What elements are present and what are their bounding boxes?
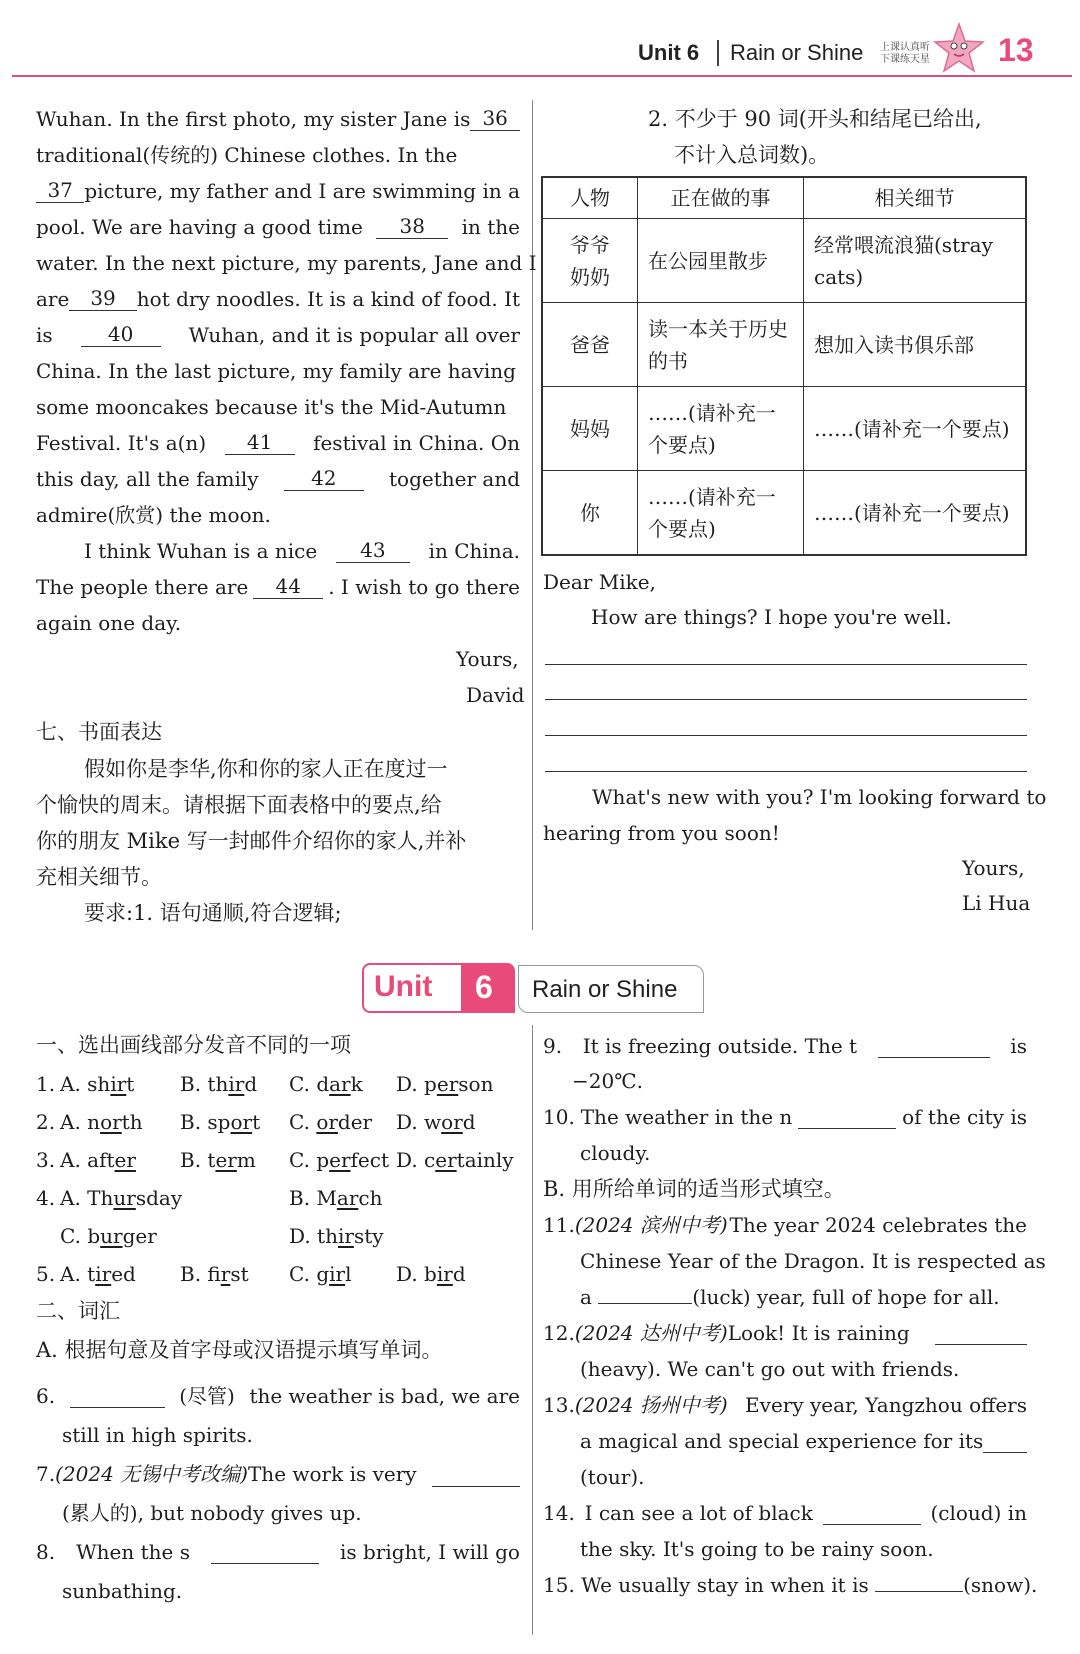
table-row-4-detail: ……(请补充一个要点) [814, 500, 1010, 525]
unit-title: Rain or Shine [532, 976, 678, 1003]
section2-part-a: A. 根据句意及首字母或汉语提示填写单词。 [36, 1338, 443, 1362]
passage-line-4: pool. We are having a good time 38 in the [36, 214, 520, 239]
q11-line-2: Chinese Year of the Dragon. It is respected as [580, 1249, 1046, 1273]
q4-option-a: A. Thursday [60, 1186, 183, 1210]
q11-line-1: 11.(2024 滨州中考) The year 2024 celebrates the [543, 1213, 1027, 1237]
writing-req-2a: 2. 不少于 90 词(开头和结尾已给出, [648, 107, 982, 131]
passage-line-2: traditional(传统的) Chinese clothes. In the [36, 143, 458, 167]
table-row-3-person: 妈妈 [570, 416, 610, 441]
writing-prompt-3: 你的朋友 Mike 写一封邮件介绍你的家人,并补 [36, 829, 467, 853]
writing-line-1 [545, 664, 1027, 665]
star-mascot-icon [932, 22, 986, 78]
q12-line-2: (heavy). We can't go out with friends. [580, 1357, 960, 1381]
q15-line-1: 15. We usually stay in when it is (snow). [543, 1573, 1038, 1597]
passage-line-15: again one day. [36, 611, 182, 635]
q1-option-a: A. shirt [60, 1072, 135, 1096]
q6-line-1: 6. (尽管) the weather is bad, we are [36, 1384, 520, 1408]
letter-closing-1: What's new with you? I'm looking forward to [592, 785, 1047, 809]
q4-option-c: C. burger [60, 1224, 157, 1248]
blank-40: 40 [81, 323, 161, 347]
q7-line-2: (累人的), but nobody gives up. [62, 1501, 362, 1525]
blank-41: 41 [225, 431, 295, 455]
section2-part-b: B. 用所给单词的适当形式填空。 [543, 1177, 845, 1201]
q5-option-d: D. bird [396, 1262, 466, 1286]
q4-number: 4. [36, 1186, 56, 1210]
q15-blank[interactable] [875, 1591, 963, 1592]
q2-option-c: C. order [289, 1110, 373, 1134]
info-table [541, 176, 1027, 556]
q6-blank[interactable] [70, 1384, 165, 1408]
blank-36: 36 [470, 107, 520, 131]
q13-line-1: 13.(2024 扬州中考) Every year, Yangzhou offers [543, 1393, 1027, 1417]
writing-heading: 七、书面表达 [36, 721, 162, 744]
passage-line-12: admire(欣赏) the moon. [36, 503, 271, 527]
passage-line-6: are 39 hot dry noodles. It is a kind of food. It [36, 286, 520, 311]
q3-option-c: C. perfect [289, 1148, 390, 1172]
q8-blank[interactable] [211, 1540, 319, 1564]
blank-44: 44 [253, 575, 323, 599]
q2-option-b: B. sport [180, 1110, 261, 1134]
passage-line-1: Wuhan. In the first photo, my sister Jane is 36 [36, 107, 520, 131]
q13-blank[interactable] [983, 1429, 1027, 1453]
passage-line-11: this day, all the family 42 together and [36, 466, 520, 491]
q10-line-1: 10. The weather in the n of the city is [543, 1105, 1027, 1129]
q5-number: 5. [36, 1262, 56, 1286]
q7-line-1: 7.(2024 无锡中考改编)The work is very [36, 1462, 417, 1486]
blank-42: 42 [284, 467, 364, 491]
q4-option-b: B. March [289, 1186, 383, 1210]
header-divider [717, 40, 719, 66]
q5-option-b: B. first [180, 1262, 249, 1286]
passage-line-14: The people there are 44 . I wish to go there [36, 574, 520, 599]
q14-line-2: the sky. It's going to be rainy soon. [580, 1537, 934, 1561]
passage-line-5: water. In the next picture, my parents, Jane and I [36, 251, 537, 275]
q11-blank[interactable] [598, 1303, 692, 1304]
unit-number: 6 [475, 969, 493, 1005]
q10-line-2: cloudy. [580, 1141, 651, 1165]
column-divider-bottom [532, 1025, 533, 1635]
header-slogan-top: 上课认真听 [880, 42, 930, 53]
q1-number: 1. [36, 1072, 56, 1096]
table-row-1-person: 爷爷 奶奶 [570, 232, 610, 289]
table-row-2-doing: 读一本关于历史 的书 [648, 316, 788, 373]
q11-line-3: a (luck) year, full of hope for all. [580, 1285, 1000, 1309]
q1-option-c: C. dark [289, 1072, 363, 1096]
q2-option-a: A. north [60, 1110, 143, 1134]
header-rule [12, 75, 1072, 77]
q12-line-1: 12.(2024 达州中考)Look! It is raining [543, 1321, 1027, 1345]
table-row-2-person: 爸爸 [570, 332, 610, 357]
q3-option-a: A. after [60, 1148, 136, 1172]
passage-line-7: is 40 Wuhan, and it is popular all over [36, 322, 520, 347]
table-row-3-doing: ……(请补充一 个要点) [648, 400, 776, 457]
passage-line-9: some mooncakes because it's the Mid-Autumn [36, 395, 507, 419]
q9-blank[interactable] [878, 1034, 990, 1058]
passage-signature: David [466, 683, 525, 707]
blank-43: 43 [336, 539, 410, 563]
letter-yours: Yours, [962, 856, 1025, 880]
q14-blank[interactable] [823, 1501, 921, 1525]
table-header-doing: 正在做的事 [670, 186, 771, 210]
letter-greeting: Dear Mike, [543, 570, 656, 594]
q3-option-d: D. certainly [396, 1148, 514, 1172]
letter-closing-2: hearing from you soon! [543, 821, 780, 845]
q5-option-a: A. tired [60, 1262, 136, 1286]
writing-req-2b: 不计入总词数)。 [674, 143, 830, 167]
writing-line-4 [545, 771, 1027, 772]
q2-option-d: D. word [396, 1110, 476, 1134]
passage-closing: Yours, [456, 647, 519, 671]
q13-line-3: (tour). [580, 1465, 645, 1489]
q9-line-2: −20℃. [572, 1069, 643, 1093]
q3-option-b: B. term [180, 1148, 256, 1172]
q8-line-1: 8. When the s is bright, I will go [36, 1540, 520, 1564]
q5-option-c: C. girl [289, 1262, 352, 1286]
writing-line-2 [545, 699, 1027, 700]
letter-opening: How are things? I hope you're well. [591, 605, 952, 629]
q10-blank[interactable] [798, 1105, 896, 1129]
q12-blank[interactable] [935, 1321, 1027, 1345]
section1-heading: 一、选出画线部分发音不同的一项 [36, 1034, 351, 1057]
column-divider-top [532, 100, 533, 930]
writing-prompt-1: 假如你是李华,你和你的家人正在度过一 [84, 757, 448, 781]
table-row-4-person: 你 [580, 500, 600, 525]
q2-number: 2. [36, 1110, 56, 1134]
blank-37: 37 [36, 179, 84, 203]
header-slogan-bottom: 下课练天星 [880, 54, 930, 65]
table-header-person: 人物 [570, 186, 610, 210]
q6-line-2: still in high spirits. [62, 1423, 253, 1447]
table-row-2-detail: 想加入读书俱乐部 [814, 332, 974, 357]
q14-line-1: 14. I can see a lot of black (cloud) in [543, 1501, 1027, 1525]
table-header-detail: 相关细节 [874, 186, 955, 210]
passage-line-10: Festival. It's a(n) 41 festival in China. On [36, 430, 520, 455]
writing-line-3 [545, 735, 1027, 736]
section2-heading: 二、词汇 [36, 1300, 120, 1323]
q8-line-2: sunbathing. [62, 1579, 183, 1603]
passage-line-8: China. In the last picture, my family are having [36, 359, 516, 383]
writing-prompt-4: 充相关细节。 [36, 865, 162, 889]
q1-option-b: B. third [180, 1072, 258, 1096]
table-row-1-detail: 经常喂流浪猫(stray cats) [814, 232, 993, 289]
passage-line-3: 37 picture, my father and I are swimming in a [36, 179, 520, 203]
page-number: 13 [998, 32, 1034, 68]
table-row-4-doing: ……(请补充一 个要点) [648, 484, 776, 541]
header-title: Rain or Shine [730, 40, 864, 65]
unit-word: Unit [374, 970, 433, 1003]
q13-line-2: a magical and special experience for its [580, 1429, 1027, 1453]
q3-number: 3. [36, 1148, 56, 1172]
table-row-3-detail: ……(请补充一个要点) [814, 416, 1010, 441]
q7-blank[interactable] [432, 1486, 520, 1487]
writing-req-1: 要求:1. 语句通顺,符合逻辑; [84, 901, 342, 925]
blank-39: 39 [69, 287, 136, 311]
letter-name: Li Hua [962, 891, 1031, 915]
table-row-1-doing: 在公园里散步 [648, 248, 768, 273]
q1-option-d: D. person [396, 1072, 494, 1096]
writing-prompt-2: 个愉快的周末。请根据下面表格中的要点,给 [36, 793, 442, 817]
passage-line-13: I think Wuhan is a nice 43 in China. [84, 538, 520, 563]
header-unit: Unit 6 [638, 40, 700, 65]
q9-line-1: 9. It is freezing outside. The t is [543, 1034, 1027, 1058]
q4-option-d: D. thirsty [289, 1224, 384, 1248]
unit-banner [362, 963, 705, 1015]
blank-38: 38 [376, 215, 448, 239]
